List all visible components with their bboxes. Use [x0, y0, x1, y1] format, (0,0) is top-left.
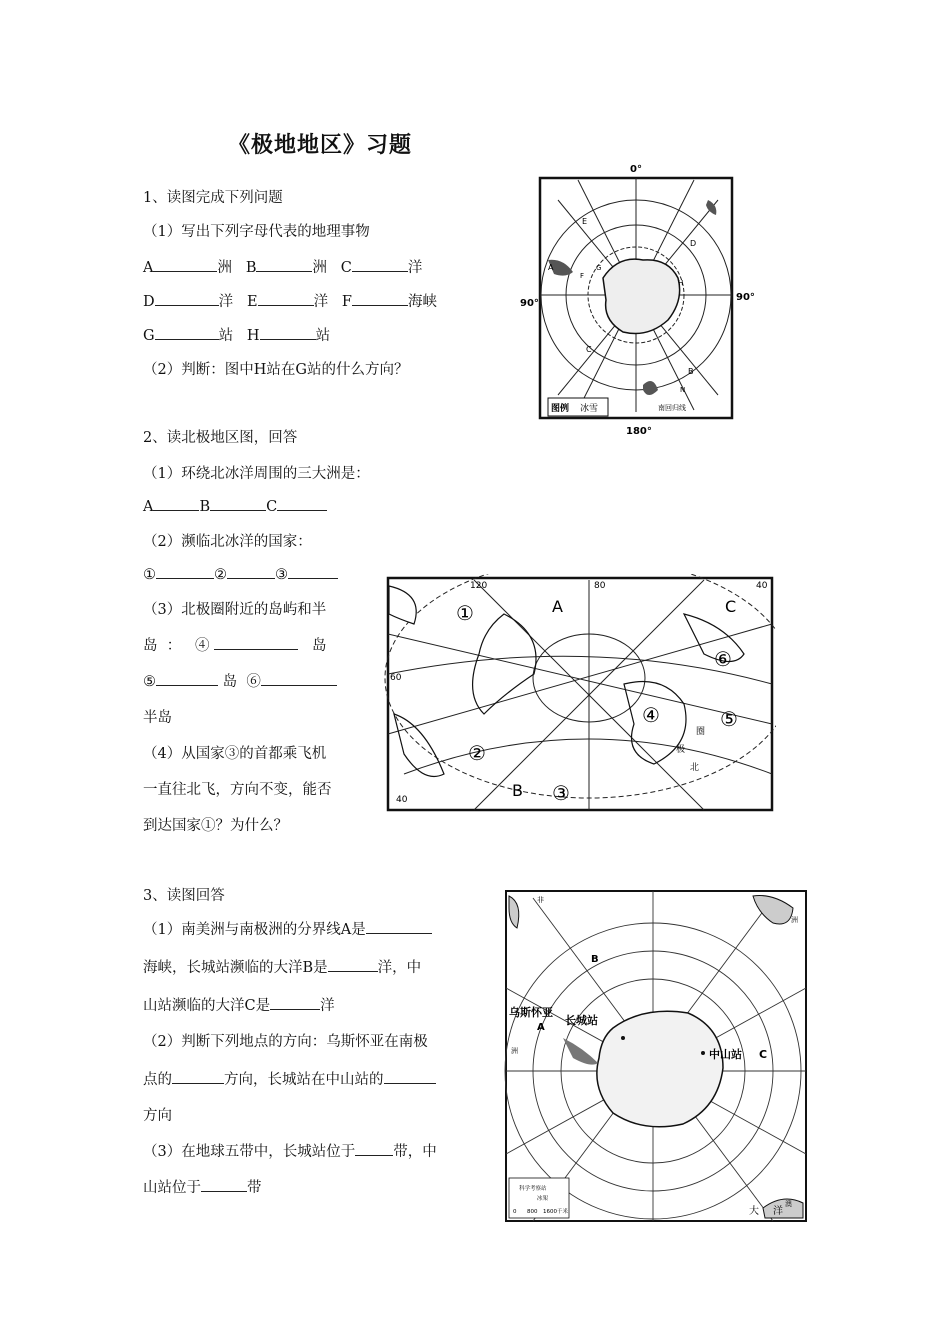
map2-label-1: ① — [456, 601, 474, 625]
map3-label-zhou: 洲 — [511, 1047, 518, 1055]
q1-part1: （1）写出下列字母代表的地理事物 — [143, 224, 370, 240]
blank-c[interactable] — [352, 257, 408, 272]
map1-label-g: G — [596, 264, 602, 272]
blank-q2-4[interactable] — [214, 635, 298, 650]
blank-q2-5[interactable] — [156, 671, 218, 686]
q1-row3: G 站 H 站 — [143, 324, 330, 345]
map3-label-fei: 非 — [537, 896, 544, 904]
q3-p2b: 点的 方向，长城站在中山站的 — [143, 1068, 436, 1089]
map1-circle-label: 南回归线 — [658, 404, 686, 412]
map2-label-c: C — [725, 597, 737, 616]
map2-label-2: ② — [468, 741, 486, 765]
q2-part3c: ⑤ 岛 ⑥ — [143, 670, 337, 691]
antarctic-map-2 — [503, 888, 809, 1224]
blank-q3-c[interactable] — [270, 995, 320, 1010]
label-h: H — [246, 328, 260, 344]
map1-left-label: 90° — [520, 298, 539, 309]
q2-part4a: （4）从国家③的首都乘飞机 — [143, 746, 327, 762]
q3-p3b: 山站位于 带 — [143, 1176, 262, 1197]
page-title: 《极地地区》习题 — [228, 132, 413, 158]
map2-tick-120: 120 — [470, 581, 488, 591]
blank-d[interactable] — [155, 291, 219, 306]
map3-legend-scale800: 800 — [527, 1209, 538, 1215]
q3-p2c: 方向 — [143, 1108, 172, 1124]
map2-label-5: ⑤ — [720, 707, 738, 731]
q2-continents: A B C — [143, 496, 327, 515]
map2-tick-40-bottom: 40 — [396, 795, 408, 805]
q2-part2: （2）濒临北冰洋的国家： — [143, 534, 312, 550]
arctic-map — [384, 574, 776, 814]
label-g: G — [143, 328, 155, 344]
map2-small-bei: 北 — [690, 763, 700, 773]
q2-part3a: （3）北极圈附近的岛屿和半 — [143, 602, 327, 618]
map1-label-h: H — [678, 279, 684, 287]
blank-f[interactable] — [352, 291, 408, 306]
map2-tick-80: 80 — [594, 581, 606, 591]
q2-heading: 2、读北极地区图，回答 — [143, 430, 298, 446]
map2-label-6: ⑥ — [714, 647, 732, 671]
blank-e[interactable] — [258, 291, 314, 306]
q3-heading: 3、读图回答 — [143, 888, 225, 904]
map1-legend-ice: 冰雪 — [580, 404, 599, 414]
label-e: E — [246, 294, 258, 310]
q3-p2a: （2）判断下列地点的方向：乌斯怀亚在南极 — [143, 1034, 428, 1050]
map3-label-da: 大 — [749, 1206, 759, 1217]
label-c: C — [340, 260, 352, 276]
map3-label-great-wall: 长城站 — [565, 1014, 598, 1027]
blank-q2-b[interactable] — [210, 496, 266, 511]
map3-legend-scale1600: 1600千米 — [543, 1209, 568, 1215]
blank-h[interactable] — [260, 325, 316, 340]
q1-heading: 1、读图完成下列问题 — [143, 190, 283, 206]
antarctic-map-1 — [518, 160, 758, 438]
q2-part3b: 岛 ： ④ 岛 — [143, 634, 368, 655]
q2-part3d: 半岛 — [143, 710, 172, 726]
q1-row1: A 洲 B 洲 C 洋 — [143, 256, 422, 277]
blank-a[interactable] — [153, 257, 217, 272]
q3-p3a: （3）在地球五带中，长城站位于 带，中 — [143, 1140, 437, 1161]
map3-label-zhou2: 洲 — [791, 916, 798, 924]
map1-right-label: 90° — [736, 292, 755, 303]
map3-label-yang: 洋 — [773, 1206, 783, 1217]
map3-label-ao: 澳 — [785, 1200, 792, 1208]
map1-label-n: N — [680, 386, 686, 394]
label-a: A — [143, 260, 154, 276]
map2-small-quan: 圈 — [696, 727, 706, 737]
map1-label-c: C — [586, 345, 592, 354]
blank-q3-dir2[interactable] — [384, 1069, 436, 1084]
blank-g[interactable] — [155, 325, 219, 340]
q2-part4b: 一直往北飞，方向不变，能否 — [143, 782, 332, 798]
map2-tick-60: 60 — [390, 673, 402, 683]
q3-p1c: 山站濒临的大洋C是 洋 — [143, 994, 335, 1015]
map2-label-3: ③ — [552, 781, 570, 805]
map3-legend-ice: 冰架 — [537, 1196, 549, 1202]
blank-q3-a[interactable] — [366, 919, 432, 934]
map1-top-label: 0° — [630, 164, 642, 175]
blank-q2-6[interactable] — [261, 671, 337, 686]
blank-q2-c[interactable] — [277, 496, 327, 511]
blank-q3-dir1[interactable] — [172, 1069, 224, 1084]
map1-bottom-label: 180° — [626, 426, 652, 437]
map1-label-f: F — [580, 272, 585, 280]
map1-label-e: E — [582, 217, 588, 226]
map2-label-b: B — [512, 781, 523, 800]
blank-b[interactable] — [256, 257, 312, 272]
q3-p1b: 海峡，长城站濒临的大洋B是 洋，中 — [143, 956, 421, 977]
map2-small-ji: 极 — [676, 745, 686, 755]
label-f: F — [341, 294, 352, 310]
blank-q2-2[interactable] — [227, 564, 275, 579]
map3-legend-scale0: 0 — [513, 1209, 517, 1215]
map2-tick-40-top: 40 — [756, 581, 768, 591]
map1-label-a: A — [548, 263, 554, 272]
blank-q3-zone1[interactable] — [355, 1141, 393, 1156]
map3-legend-station: 科学考察站 — [519, 1186, 547, 1192]
blank-q3-b[interactable] — [328, 957, 378, 972]
map1-legend-title: 图例 — [551, 404, 570, 414]
blank-q2-a[interactable] — [153, 496, 199, 511]
q3-p1a: （1）南美洲与南极洲的分界线A是 — [143, 918, 432, 939]
blank-q3-zone2[interactable] — [201, 1177, 247, 1192]
map2-label-4: ④ — [642, 703, 660, 727]
q2-part4c: 到达国家①？为什么？ — [143, 818, 288, 834]
map3-label-b: B — [591, 954, 599, 965]
q2-part1: （1）环绕北冰洋周围的三大洲是： — [143, 466, 370, 482]
map3-label-a: A — [537, 1022, 545, 1033]
map1-label-b: B — [688, 367, 694, 376]
map1-label-d: D — [690, 239, 697, 248]
blank-q2-1[interactable] — [156, 564, 214, 579]
label-b: B — [245, 260, 257, 276]
q1-part2: （2）判断：图中H站在G站的什么方向？ — [143, 362, 409, 378]
q2-countries: ① ② ③ — [143, 564, 338, 583]
q1-row2: D 洋 E 洋 F 海峡 — [143, 290, 437, 311]
label-d: D — [143, 294, 155, 310]
map3-label-c: C — [759, 1048, 768, 1061]
map3-label-ushuaia: 乌斯怀亚 — [509, 1006, 553, 1019]
blank-q2-3[interactable] — [288, 564, 338, 579]
map3-label-zhongshan: 中山站 — [709, 1048, 742, 1061]
map2-label-a: A — [552, 597, 563, 616]
